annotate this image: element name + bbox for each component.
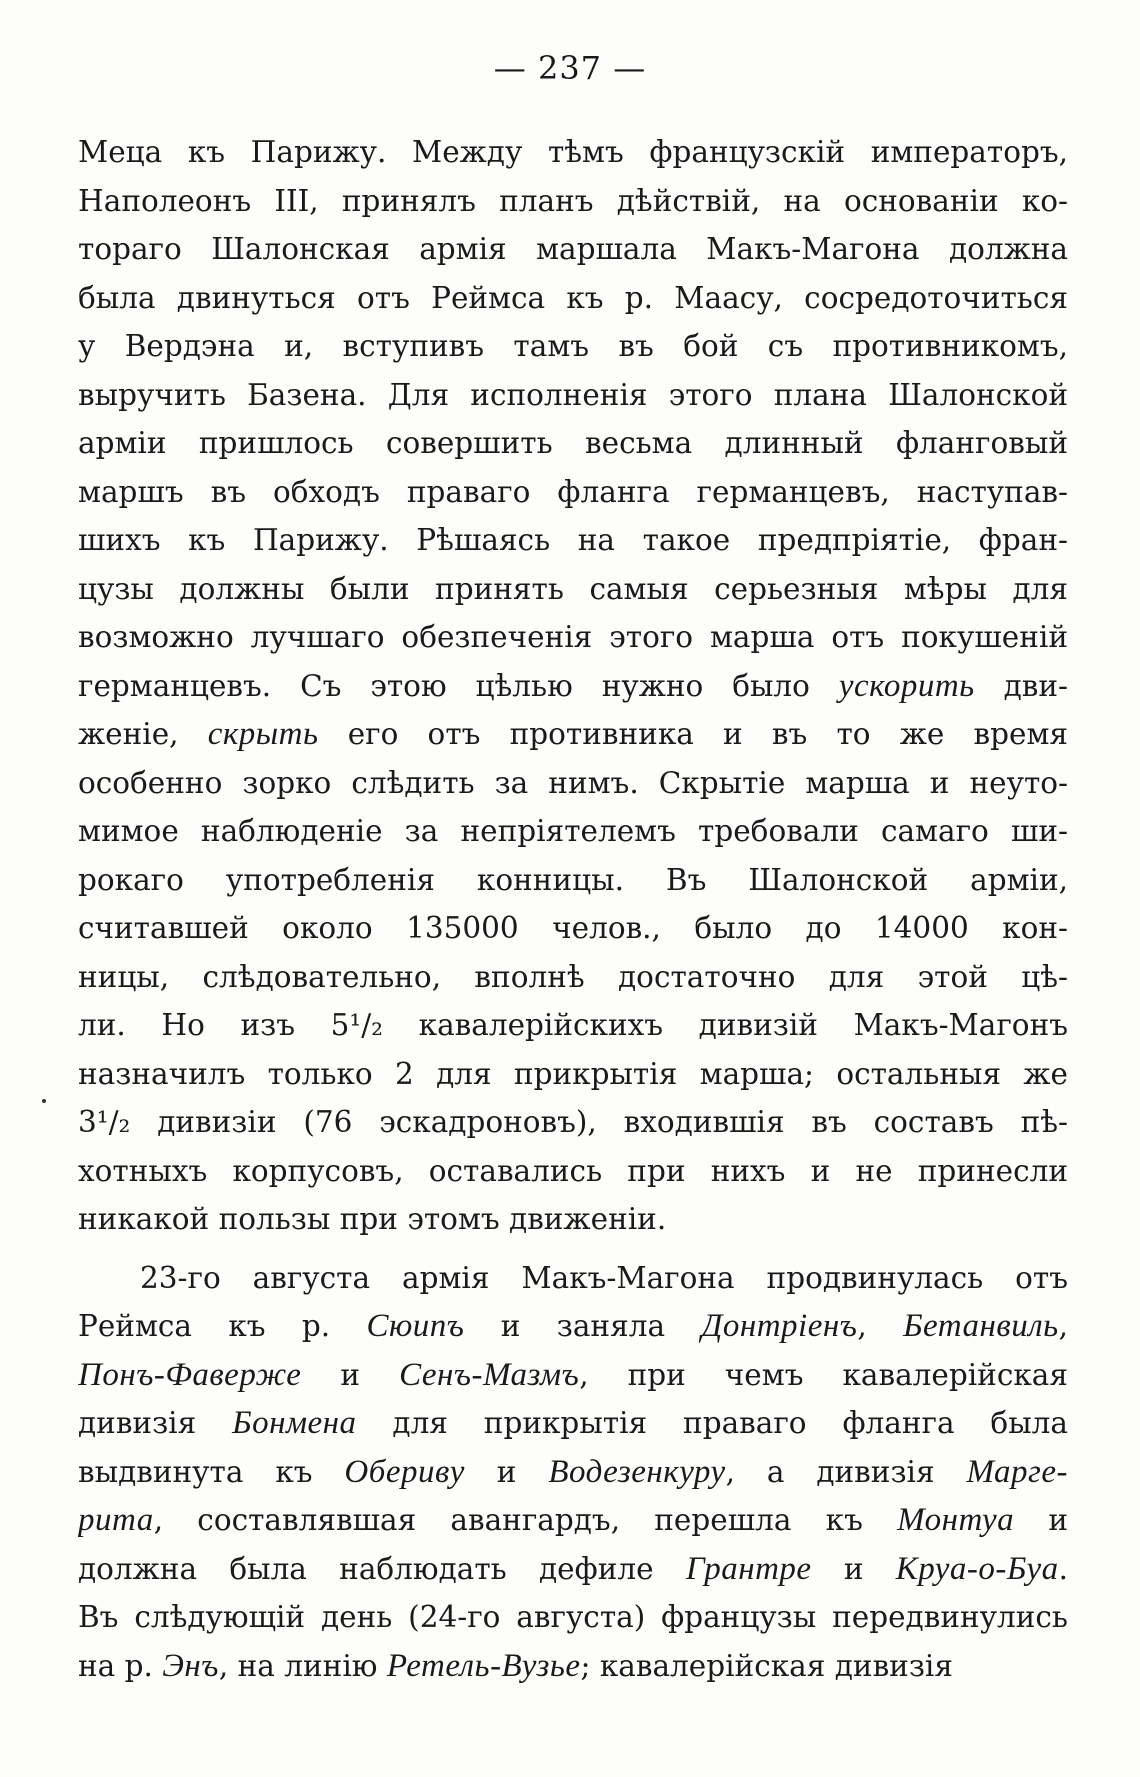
- italic-name: Oбериву: [344, 1453, 465, 1490]
- body-text: [78, 128, 1068, 1690]
- text-line: ницы, слѣдовательно, вполнѣ достаточно для этой цѣ-: [78, 959, 1068, 994]
- text-line: мимое наблюденіе за непріятелемъ требовали самаго ши-: [78, 814, 1068, 848]
- italic-name: Бетанвиль: [903, 1308, 1059, 1344]
- text-line: Реймса къ р. Сюипъ и заняла Донтріенъ, Бетанвиль,: [78, 1308, 1068, 1344]
- text-line: шихъ къ Парижу. Рѣшаясь на такое предпріятіе, фран-: [78, 523, 1068, 557]
- text-line: Меца къ Парижу. Между тѣмъ французскій императоръ,: [78, 135, 1068, 169]
- italic-name: Грантре: [685, 1550, 812, 1587]
- text-line: была двинуться отъ Реймса къ р. Маасу, сосредоточиться: [78, 280, 1068, 315]
- text-line: на р. Энъ, на линію Ретель-Вузье; кавалерійская дивизія: [78, 1647, 953, 1684]
- text-line: назначилъ только 2 для прикрытія марша; остальныя же: [78, 1056, 1068, 1091]
- text-line: выдвинута къ Oбериву и Водезенкуру, а дивизія Марге-: [78, 1453, 1068, 1490]
- text-line: арміи пришлось совершить весьма длинный фланговый: [78, 426, 1068, 460]
- text-line: Наполеонъ III, принялъ планъ дѣйствій, на основаніи ко-: [78, 183, 1068, 218]
- stray-ink-mark: [42, 1099, 46, 1103]
- text-line: цузы должны были принять самыя серьезныя мѣры для: [78, 571, 1068, 606]
- italic-name: Сюипъ: [366, 1308, 465, 1344]
- paragraph-1: [78, 128, 1068, 1244]
- text-line: должна была наблюдать дефиле Грантре и Круа-о-Буа.: [78, 1550, 1068, 1587]
- text-line: никакой пользы при этомъ движеніи.: [78, 1202, 667, 1236]
- italic-name: Марге-: [966, 1453, 1068, 1490]
- italic-name: Энъ: [162, 1647, 219, 1684]
- text-line: ли. Но изъ 5¹/₂ кавалерійскихъ дивизій Макъ-Магонъ: [78, 1008, 1068, 1042]
- italic-name: Ретель-Вузье: [386, 1647, 581, 1684]
- text-line: тораго Шалонская армія маршала Макъ-Магона должна: [78, 232, 1068, 266]
- italic-name: Круа-о-Буа: [895, 1550, 1059, 1587]
- text-line: рита, составлявшая авангардъ, перешла къ Монтуа и: [78, 1502, 1068, 1538]
- text-line: германцевъ. Съ этою цѣлью нужно было ускорить дви-: [78, 667, 1068, 704]
- text-line: возможно лучшаго обезпеченія этого марша отъ покушеній: [78, 620, 1068, 654]
- text-line: считавшей около 135000 челов., было до 14000 кон-: [78, 911, 1068, 945]
- text-line: 3¹/₂ дивизіи (76 эскадроновъ), входившія въ составъ пѣ-: [78, 1105, 1068, 1139]
- text-line: 23-го августа армія Макъ-Магона продвинулась отъ: [140, 1260, 1068, 1295]
- italic-name: Сенъ-Мазмъ: [399, 1356, 580, 1393]
- italic-name: Бонмена: [232, 1405, 357, 1441]
- paragraph-2: [78, 1254, 1068, 1691]
- text-line: маршъ въ обходъ праваго фланга германцевъ, наступав-: [78, 474, 1068, 509]
- italic-name: Донтріенъ: [701, 1308, 858, 1344]
- italic-name: рита: [78, 1502, 154, 1538]
- text-line: особенно зорко слѣдить за нимъ. Скрытіе марша и неуто-: [78, 765, 1068, 800]
- text-line: дивизія Бонмена для прикрытія праваго фланга была: [78, 1405, 1068, 1441]
- italic-name: скрыть: [207, 716, 319, 752]
- text-line: Въ слѣдующій день (24-го августа) французы передвинулись: [78, 1600, 1068, 1634]
- text-line: рокаго употребленія конницы. Въ Шалонской арміи,: [78, 862, 1068, 897]
- italic-name: Монтуа: [897, 1502, 1015, 1538]
- text-line: женіе, скрыть его отъ противника и въ то же время: [78, 716, 1068, 752]
- italic-name: ускорить: [838, 667, 975, 704]
- text-line: хотныхъ корпусовъ, оставались при нихъ и не принесли: [78, 1153, 1068, 1188]
- text-line: Понъ-Фаверже и Сенъ-Мазмъ, при чемъ кавалерійская: [78, 1356, 1068, 1393]
- italic-name: Водезенкуру: [548, 1453, 726, 1490]
- page-number: — 237 —: [493, 49, 647, 87]
- paragraph-gap: [78, 1244, 1068, 1254]
- text-line: выручить Базена. Для исполненія этого плана Шалонской: [78, 377, 1068, 412]
- text-line: у Вердэна и, вступивъ тамъ въ бой съ противникомъ,: [78, 329, 1068, 363]
- italic-name: Понъ-Фаверже: [78, 1356, 302, 1393]
